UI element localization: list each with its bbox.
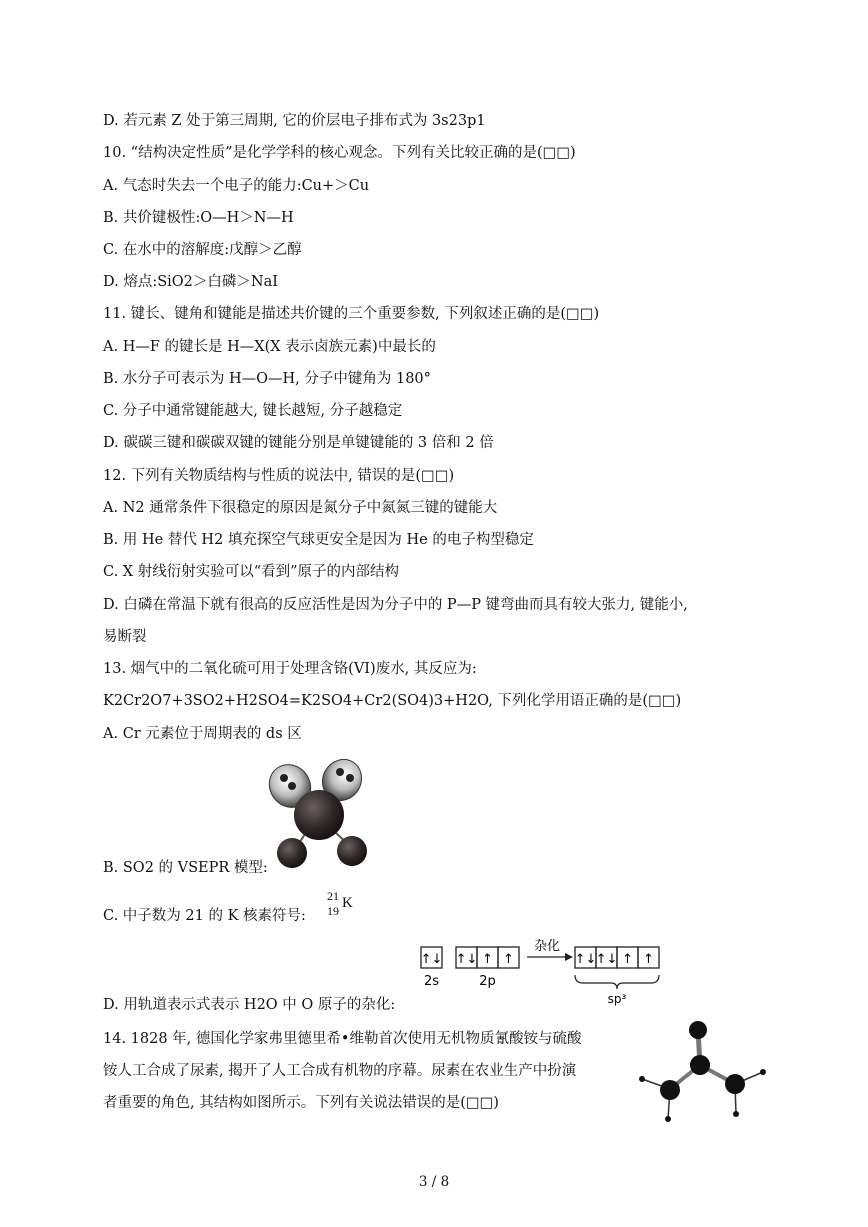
orbital-sp3-box4: ↑ bbox=[643, 952, 654, 967]
q13-option-a: A. Cr 元素位于周期表的 ds 区 bbox=[103, 726, 302, 742]
orbital-2s-label: 2s bbox=[423, 974, 440, 989]
q12-option-d-line2: 易断裂 bbox=[103, 629, 147, 645]
q13-option-c: C. 中子数为 21 的 K 核素符号: bbox=[103, 908, 306, 924]
nitrogen-atom-right bbox=[725, 1074, 745, 1094]
orbital-2p-box1: ↑↓ bbox=[455, 952, 478, 967]
oxygen-atom-left bbox=[277, 838, 307, 868]
q10-stem: 10. “结构决定性质”是化学学科的核心观念。下列有关比较正确的是(□□) bbox=[103, 145, 576, 161]
hydrogen-atom bbox=[760, 1069, 766, 1075]
orbital-2p-box2: ↑ bbox=[482, 952, 493, 967]
page-number: 3 / 8 bbox=[418, 1174, 450, 1190]
q10-option-b: B. 共价键极性:O—H＞N—H bbox=[103, 210, 294, 226]
oxygen-atom bbox=[689, 1021, 707, 1039]
q12-option-d-line1: D. 白磷在常温下就有很高的反应活性是因为分子中的 P—P 键弯曲而具有较大张力, 键能小, bbox=[103, 597, 688, 613]
orbital-2p-label: 2p bbox=[479, 974, 496, 989]
q14-stem-line3: 者重要的角色, 其结构如图所示。下列有关说法错误的是(□□) bbox=[103, 1095, 499, 1111]
urea-structure-figure bbox=[630, 1015, 770, 1125]
orbital-sp3-label: sp³ bbox=[607, 992, 627, 1006]
q14-stem-line2: 铵人工合成了尿素, 揭开了人工合成有机物的序幕。尿素在农业生产中扮演 bbox=[103, 1063, 577, 1079]
q10-option-a: A. 气态时失去一个电子的能力:Cu+＞Cu bbox=[103, 178, 370, 194]
arrow-icon bbox=[565, 953, 573, 961]
orbital-sp3-box2: ↑↓ bbox=[595, 952, 618, 967]
sp3-brace bbox=[575, 975, 659, 989]
q11-option-c: C. 分子中通常键能越大, 键长越短, 分子越稳定 bbox=[103, 403, 403, 419]
q12-option-c: C. X 射线衍射实验可以“看到”原子的内部结构 bbox=[103, 564, 400, 580]
q12-stem: 12. 下列有关物质结构与性质的说法中, 错误的是(□□) bbox=[103, 468, 455, 484]
nitrogen-atom-left bbox=[660, 1080, 680, 1100]
q14-stem-line1: 14. 1828 年, 德国化学家弗里德里希•维勒首次使用无机物质氰酸铵与硫酸 bbox=[103, 1031, 582, 1047]
orbital-2p-box3: ↑ bbox=[503, 952, 514, 967]
q12-option-b: B. 用 He 替代 H2 填充探空气球更安全是因为 He 的电子构型稳定 bbox=[103, 532, 534, 548]
hydrogen-atom bbox=[639, 1076, 645, 1082]
carbon-atom bbox=[690, 1055, 710, 1075]
sulfur-atom bbox=[294, 790, 344, 840]
q11-option-d: D. 碳碳三键和碳碳双键的键能分别是单键键能的 3 倍和 2 倍 bbox=[103, 435, 494, 451]
orbital-sp3-box3: ↑ bbox=[622, 952, 633, 967]
q13-option-b: B. SO2 的 VSEPR 模型: bbox=[103, 860, 268, 876]
atomic-number: 19 bbox=[327, 904, 339, 918]
hydrogen-atom bbox=[665, 1116, 671, 1122]
hydrogen-atom bbox=[733, 1111, 739, 1117]
hybridization-arrow-label: 杂化 bbox=[533, 939, 561, 954]
q9-option-d: D. 若元素 Z 处于第三周期, 它的价层电子排布式为 3s23p1 bbox=[103, 113, 486, 129]
q11-stem: 11. 键长、键角和键能是描述共价键的三个重要参数, 下列叙述正确的是(□□) bbox=[103, 306, 600, 322]
q11-option-b: B. 水分子可表示为 H—O—H, 分子中键角为 180° bbox=[103, 371, 431, 387]
so2-vsepr-model-figure bbox=[262, 758, 374, 870]
orbital-hybridization-diagram bbox=[415, 937, 670, 1009]
q12-option-a: A. N2 通常条件下很稳定的原因是氮分子中氮氮三键的键能大 bbox=[103, 500, 498, 516]
q13-option-d: D. 用轨道表示式表示 H2O 中 O 原子的杂化: bbox=[103, 997, 396, 1013]
q10-option-d: D. 熔点:SiO2＞白磷＞NaI bbox=[103, 274, 278, 290]
orbital-2s-electrons: ↑↓ bbox=[420, 952, 443, 967]
q13-stem: 13. 烟气中的二氧化硫可用于处理含铬(VI)废水, 其反应为: bbox=[103, 661, 477, 677]
q10-option-c: C. 在水中的溶解度:戊醇＞乙醇 bbox=[103, 242, 302, 258]
oxygen-atom-right bbox=[337, 836, 367, 866]
mass-number: 21 bbox=[327, 889, 339, 903]
orbital-sp3-box1: ↑↓ bbox=[574, 952, 597, 967]
element-symbol: K bbox=[342, 895, 353, 911]
q11-option-a: A. H—F 的键长是 H—X(X 表示卤族元素)中最长的 bbox=[103, 339, 436, 355]
q13-equation: K2Cr2O7+3SO2+H2SO4=K2SO4+Cr2(SO4)3+H2O, 下列化学用语正确的是(□□) bbox=[103, 693, 682, 709]
